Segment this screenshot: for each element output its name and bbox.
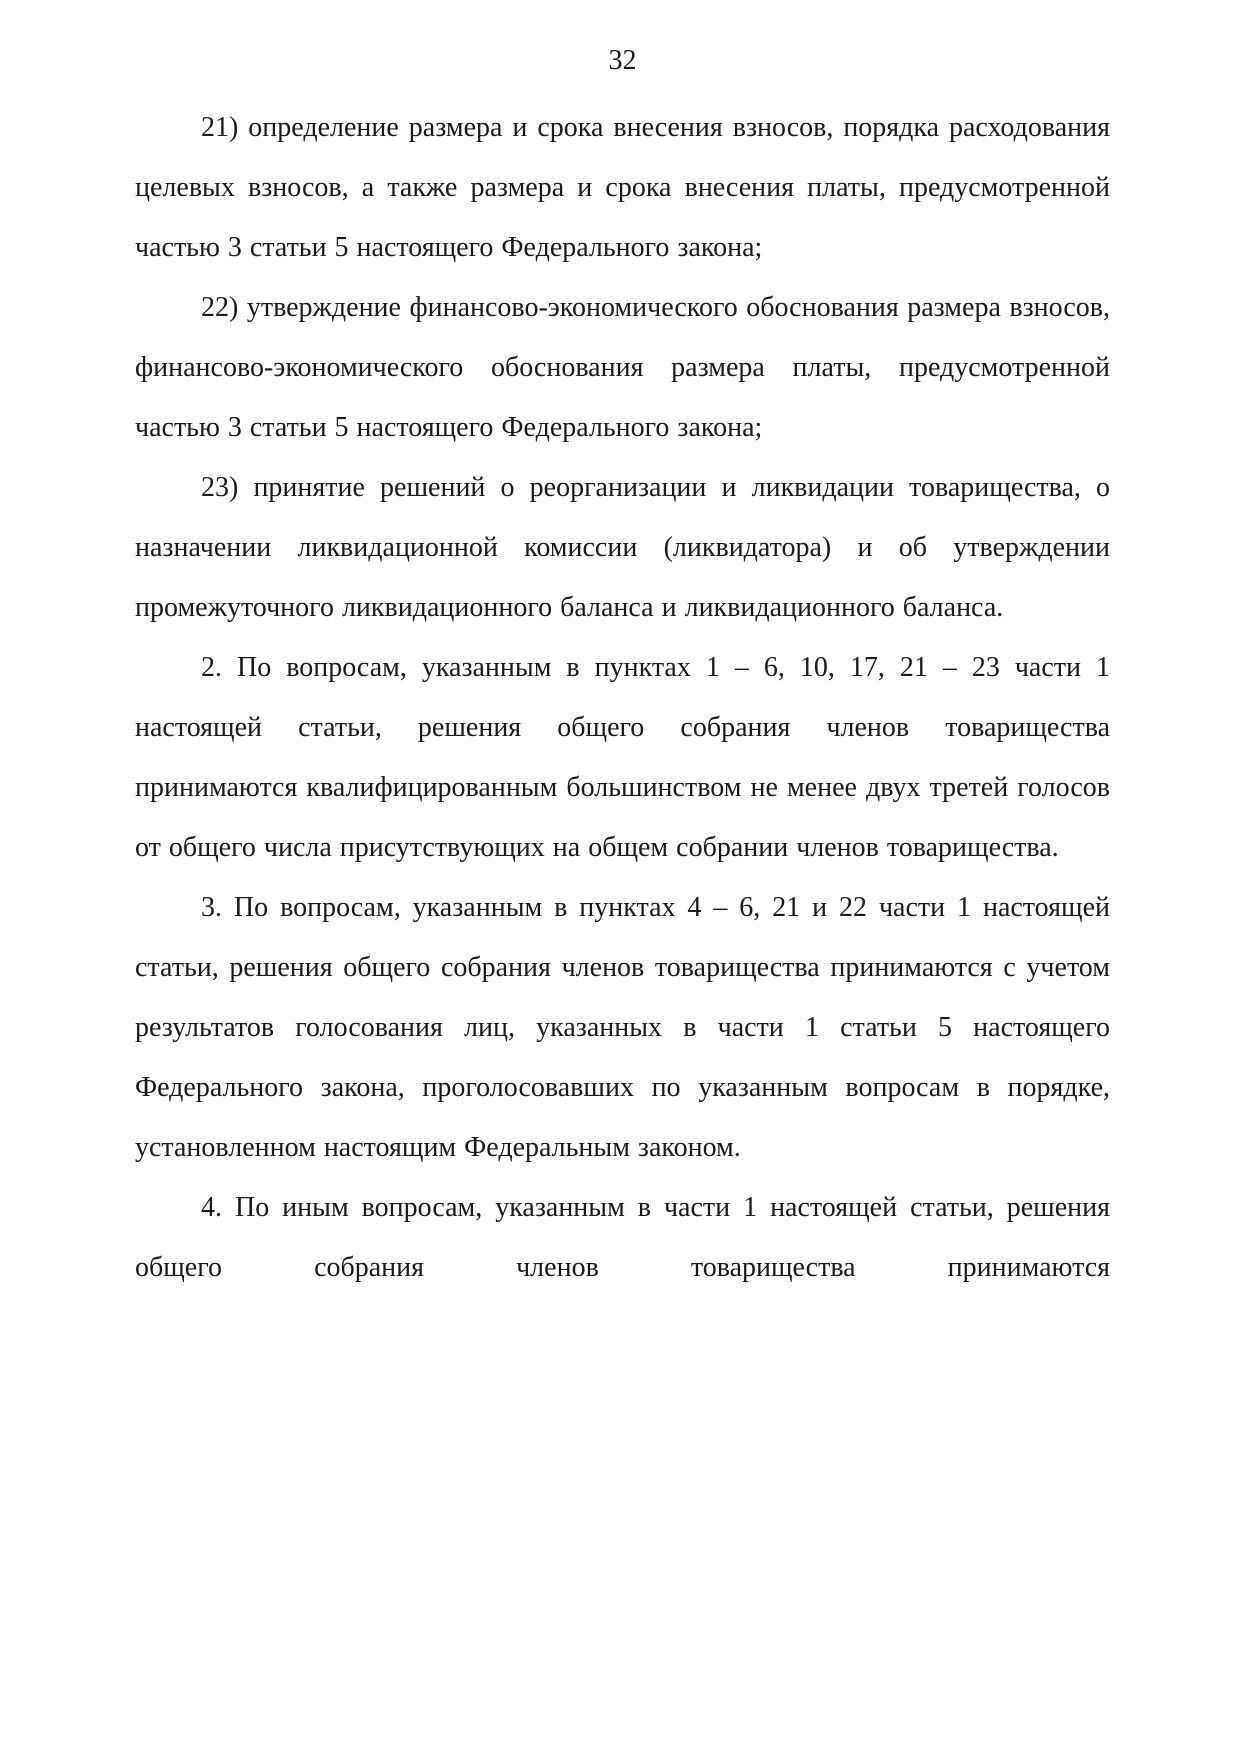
- paragraph-part-4: 4. По иным вопросам, указанным в части 1 настоящей статьи, решения общего собрания членов товарищества принимаются: [135, 1192, 1110, 1283]
- paragraph-item-22: 22) утверждение финансово-экономического обоснования размера взносов, финансово-экономического обоснования размера платы, предусмотренной частью 3 статьи 5 настоящего Федерального закона;: [135, 292, 1110, 443]
- page-number: 32: [608, 45, 637, 76]
- document-body: [135, 98, 1110, 1298]
- paragraph-part-3: 3. По вопросам, указанным в пунктах 4 – 6, 21 и 22 части 1 настоящей статьи, решения общего собрания членов товарищества принимаются с учетом результатов голосования лиц, указанных в части 1 статьи 5 настоящего Федерального закона, проголосовавших по указанным вопросам в порядке, установленном настоящим Федеральным законом.: [135, 892, 1110, 1163]
- paragraph-item-23: 23) принятие решений о реорганизации и ликвидации товарищества, о назначении ликвидационной комиссии (ликвидатора) и об утверждении промежуточного ликвидационного баланса и ликвидационного баланса.: [135, 472, 1110, 623]
- paragraph-part-2: 2. По вопросам, указанным в пунктах 1 – 6, 10, 17, 21 – 23 части 1 настоящей статьи, решения общего собрания членов товарищества принимаются квалифицированным большинством не менее двух третей голосов от общего числа присутствующих на общем собрании членов товарищества.: [135, 652, 1110, 863]
- paragraph-item-21: 21) определение размера и срока внесения взносов, порядка расходования целевых взносов, а также размера и срока внесения платы, предусмотренной частью 3 статьи 5 настоящего Федерального закона;: [135, 112, 1110, 263]
